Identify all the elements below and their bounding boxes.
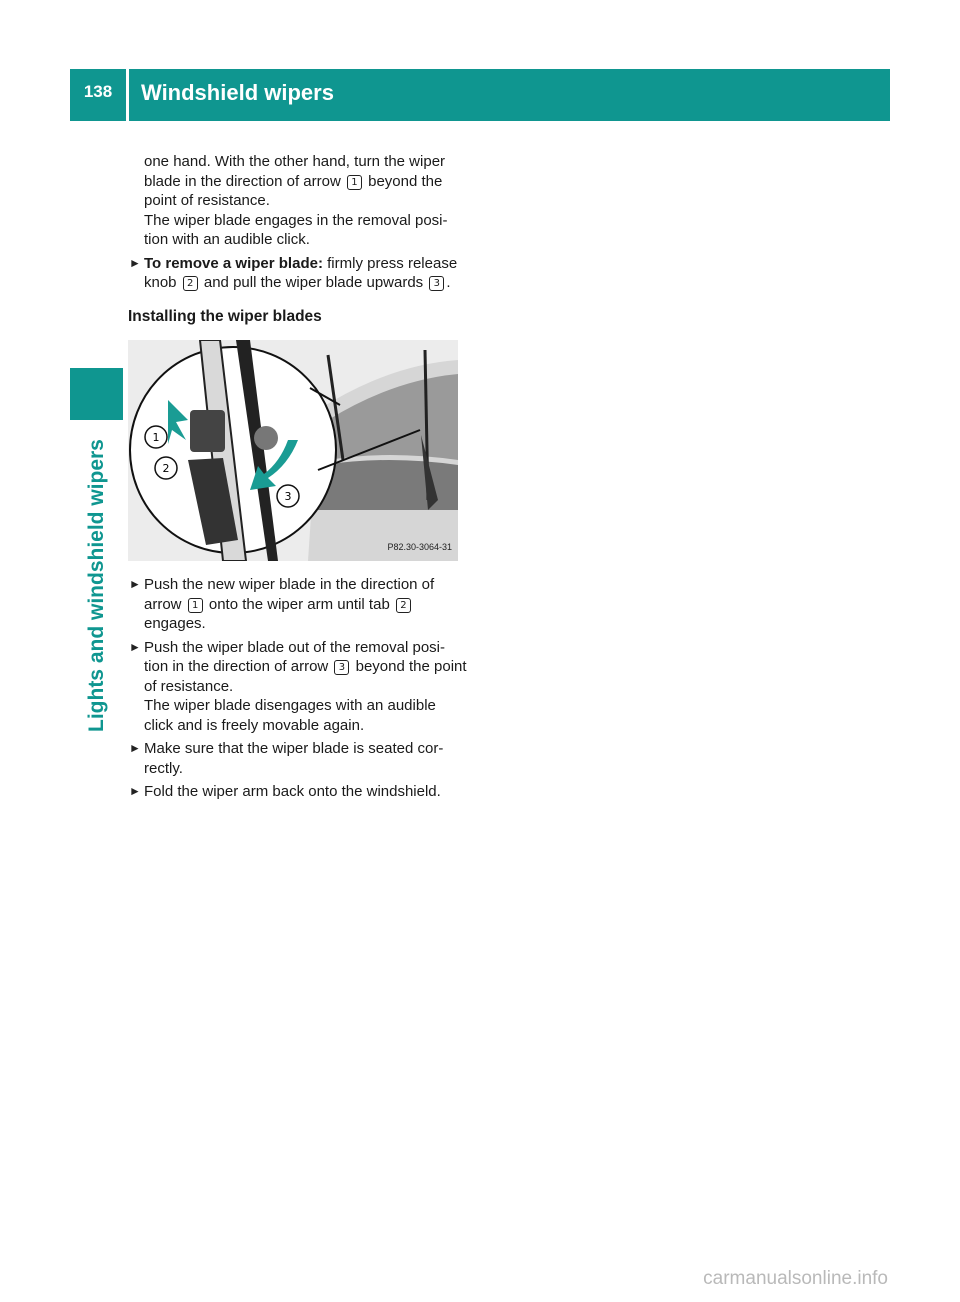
step-text: The wiper blade disengages with an audible click and is freely movable again. bbox=[144, 697, 436, 734]
install-step-1 bbox=[128, 575, 468, 634]
step-arrow-icon: ► bbox=[129, 639, 141, 654]
figure-callout-1: 1 bbox=[152, 431, 160, 444]
callout-number: 1 bbox=[347, 175, 362, 190]
wiper-installation-figure bbox=[128, 340, 458, 561]
step-arrow-icon: ► bbox=[129, 741, 141, 755]
header-divider bbox=[126, 69, 129, 121]
figure-callout-3: 3 bbox=[284, 490, 292, 503]
page-title: Windshield wipers bbox=[141, 80, 334, 105]
figure-code: P82.30-3064-31 bbox=[387, 541, 452, 552]
callout-number: 2 bbox=[183, 276, 198, 291]
remove-text-c: . bbox=[446, 274, 451, 291]
side-tab-text: Lights and windshield wipers bbox=[85, 439, 108, 732]
step-text: Make sure that the wiper blade is seated cor-rectly. bbox=[144, 740, 444, 777]
callout-number: 3 bbox=[334, 660, 349, 675]
step-text: Fold the wiper arm back onto the windshield. bbox=[144, 783, 441, 800]
intro-paragraph bbox=[128, 152, 468, 250]
page-number: 138 bbox=[83, 82, 113, 101]
callout-number: 2 bbox=[396, 598, 411, 613]
figure-callout-2: 2 bbox=[162, 462, 170, 475]
main-content bbox=[128, 152, 468, 802]
install-step-2 bbox=[128, 638, 468, 736]
remove-step bbox=[128, 254, 468, 293]
side-tab-marker bbox=[70, 368, 123, 420]
step-text: onto the wiper arm until tab bbox=[204, 595, 390, 613]
remove-text-b: and pull the wiper blade upwards bbox=[199, 274, 424, 291]
install-step-3 bbox=[128, 739, 468, 778]
step-arrow-icon: ► bbox=[129, 784, 141, 798]
step-text: Push the new wiper blade in the direction of arrow bbox=[144, 576, 435, 613]
step-arrow-icon: ► bbox=[129, 255, 141, 270]
intro-text-b: beyond the point of resistance. bbox=[144, 172, 443, 209]
remove-text-a: firmly press release knob bbox=[144, 254, 458, 291]
wiper-illustration bbox=[128, 340, 458, 561]
callout-number: 1 bbox=[188, 598, 203, 613]
step-text: beyond the point of resistance. bbox=[144, 658, 467, 695]
step-text: engages. bbox=[144, 615, 206, 632]
intro-text-c: The wiper blade engages in the removal posi-tion with an audible click. bbox=[144, 211, 448, 248]
callout-number: 3 bbox=[429, 276, 444, 291]
remove-step-label: To remove a wiper blade: bbox=[144, 254, 323, 272]
watermark: carmanualsonline.info bbox=[703, 1268, 888, 1289]
install-step-4 bbox=[128, 782, 468, 802]
step-arrow-icon: ► bbox=[129, 577, 141, 591]
step-text: Push the wiper blade out of the removal posi-tion in the direction of arrow bbox=[144, 638, 446, 675]
section-heading: Installing the wiper blades bbox=[128, 307, 322, 325]
side-tab-label bbox=[70, 432, 126, 732]
intro-text-a: one hand. With the other hand, turn the wiper blade in the direction of arrow bbox=[144, 153, 446, 190]
